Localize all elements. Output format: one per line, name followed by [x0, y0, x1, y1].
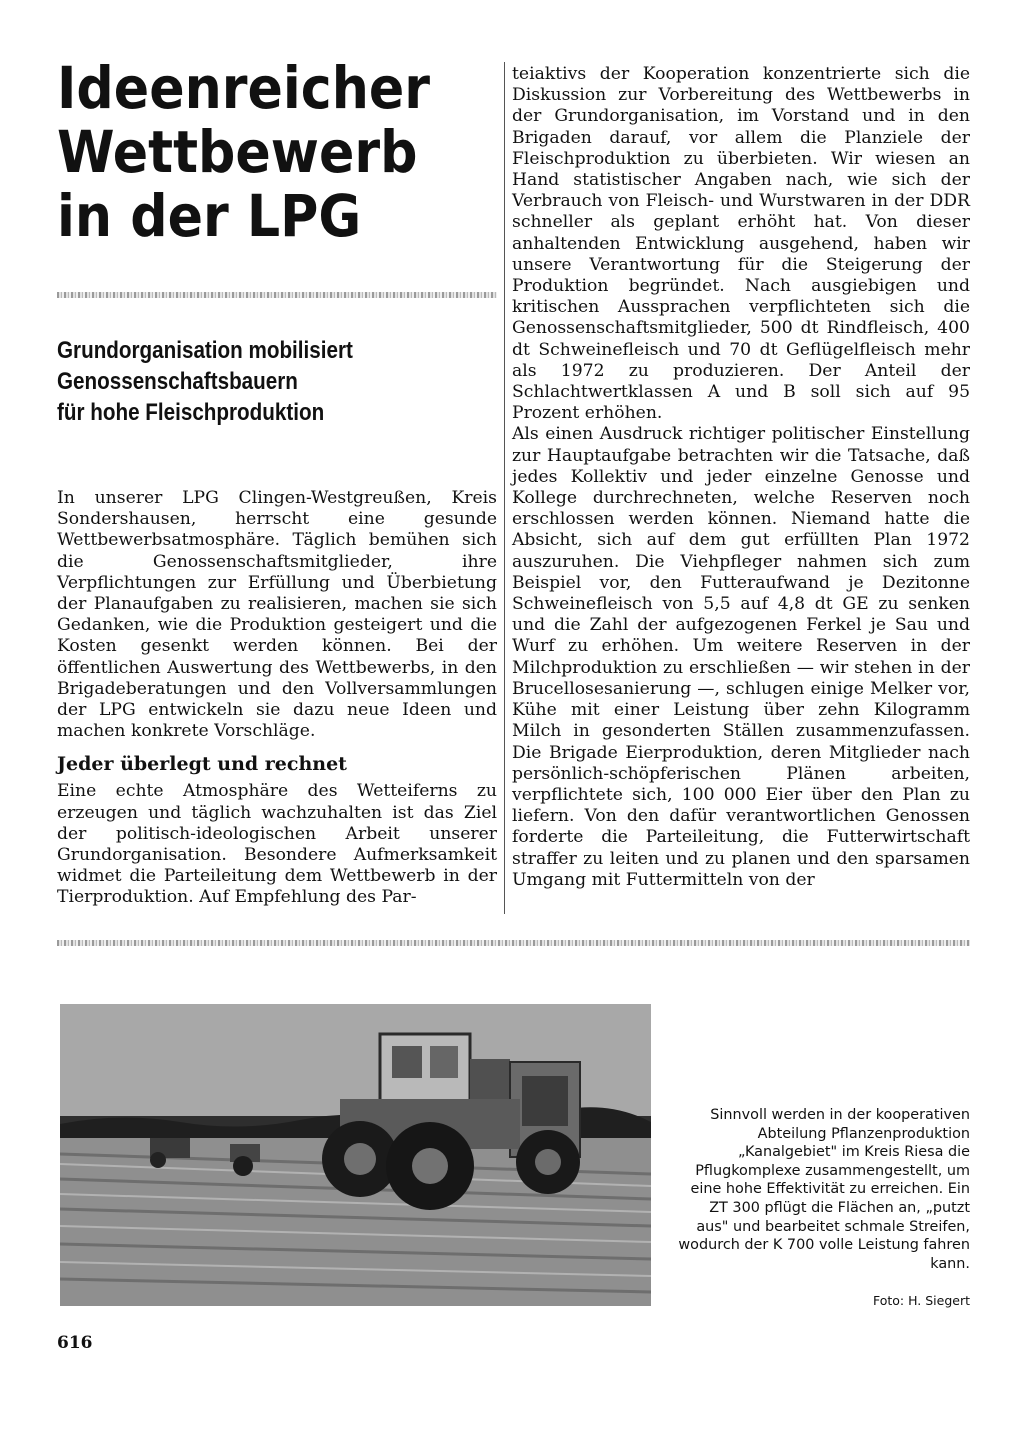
subtitle-line: Grundorganisation mobilisiert — [57, 337, 353, 364]
body-paragraph: teiaktivs der Kooperation konzentrierte sich die Diskussion zur Vorbereitung des Wettbewerbs in der Grundorganisation, im Vorstand und in den Brigaden darauf, vor allem die Planziele der Fleischproduktion zu überbieten. Wir wiesen an Hand statistischer Angaben nach, wie sich der Verbrauch von Fleisch- und Wurstwaren in der DDR schneller als geplant erhöht hat. Von dieser anhaltenden Entwicklung ausgehend, haben wir unsere Verantwortung für die Steigerung der Produktion begründet. Nach ausgiebigen und kritischen Aussprachen verpflichteten sich die Genossenschaftsmitglieder, 500 dt Rindfleisch, 400 dt Schweinefleisch und 70 dt Geflügelfleisch mehr als 1972 zu produzieren. Der Anteil der Schlachtwertklassen A und B soll sich auf 95 Prozent erhöhen. — [512, 64, 970, 424]
photo-credit: Foto: H. Siegert — [872, 1293, 970, 1308]
article-title — [57, 56, 453, 248]
section-paragraph: Eine echte Atmosphäre des Wetteiferns zu erzeugen und täglich wachzuhalten ist das Ziel der politisch-ideologischen Arbeit unserer Grundorganisation. Besondere Aufmerksamkeit widmet die Parteileitung dem Wettbewerb in der Tierproduktion. Auf Empfehlung des Par- — [57, 781, 497, 908]
right-column — [512, 64, 970, 891]
left-column — [57, 488, 497, 909]
photo-divider — [57, 940, 970, 946]
intro-paragraph: In unserer LPG Clingen-Westgreußen, Kreis Sondershausen, herrscht eine gesunde Wettbewerbsatmosphäre. Täglich bemühen sich die Genossenschaftsmitglieder, ihre Verpflichtungen zur Erfüllung und Überbietung der Planaufgaben zu realisieren, machen sie sich Gedanken, wie die Produktion gesteigert und die Kosten gesenkt werden können. Bei der öffentlichen Auswertung des Wettbewerbs, in den Brigadeberatungen und den Vollversammlungen der LPG entwickeln sie dazu neue Ideen und machen konkrete Vorschläge. — [57, 488, 497, 742]
subtitle-line: Genossenschaftsbauern — [57, 368, 298, 395]
article-subtitle — [57, 335, 435, 428]
tractor-photo — [60, 1004, 651, 1306]
photo-caption: Sinnvoll werden in der kooperativen Abteilung Pflanzenproduktion „Kanalgebiet" im Kreis Riesa die Pflugkomplexe zusammengestellt, um eine hohe Effektivität zu erreichen. Ein ZT 300 pflügt die Flächen an, „putzt aus" und bearbeitet schmale Streifen, wodurch der K 700 volle Leistung fahren kann. — [678, 1107, 970, 1272]
title-divider — [57, 292, 497, 298]
subtitle-line: für hohe Fleischproduktion — [57, 399, 325, 426]
section-heading: Jeder überlegt und rechnet — [57, 753, 347, 776]
column-divider — [504, 62, 505, 914]
page-number: 616 — [57, 1333, 93, 1353]
title-line: Wettbewerb — [57, 118, 418, 186]
body-paragraph: Als einen Ausdruck richtiger politischer Einstellung zur Hauptaufgabe betrachten wir die Tatsache, daß jedes Kollektiv und jeder einzelne Genosse und Kollege durchrechneten, welche Reserven noch erschlossen werden können. Niemand hatte die Absicht, sich auf dem gut erfüllten Plan 1972 auszuruhen. Die Viehpfleger nahmen sich zum Beispiel vor, den Futteraufwand je Dezitonne Schweinefleisch von 5,5 auf 4,8 dt GE zu senken und die Zahl der aufgezogenen Ferkel je Sau und Wurf zu erhöhen. Um weitere Reserven in der Milchproduktion zu erschließen — wir stehen in der Brucellosesanierung —, schlugen einige Melker vor, Kühe mit einer Leistung über zehn Kilogramm Milch in gesonderten Ställen zusammenzufassen. Die Brigade Eierproduktion, deren Mitglieder nach persönlich-schöpferischen Plänen arbeiten, verpflichtete sich, 100 000 Eier über den Plan zu liefern. Von den dafür verantwortlichen Genossen forderte die Parteileitung, die Futterwirtschaft straffer zu leiten und zu planen und den sparsamen Umgang mit Futtermitteln von der — [512, 424, 970, 890]
title-line: in der LPG — [57, 182, 362, 250]
tractor-illustration — [60, 1004, 651, 1306]
title-line: Ideenreicher — [57, 54, 431, 122]
